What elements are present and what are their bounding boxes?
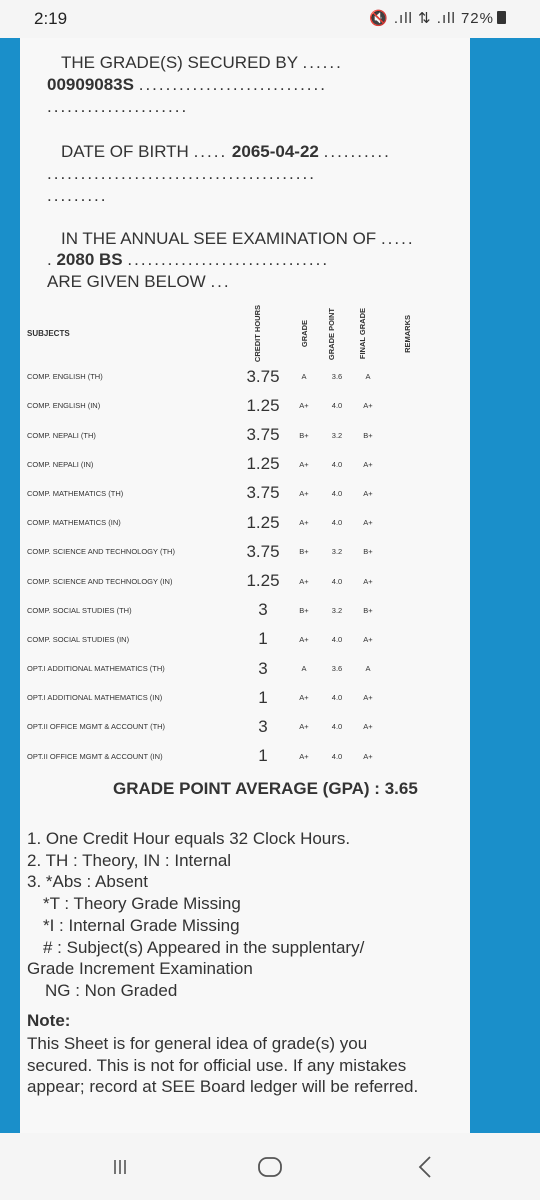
col-credit-hours-label: CREDIT HOURS [253,305,262,363]
navigation-bar [0,1133,540,1200]
grade-point-cell: 4.0 [331,693,343,703]
symbol-number: 00909083S [47,75,134,94]
grade-point-cell: 3.6 [331,372,343,382]
credit-hours-cell: 1.25 [246,571,280,590]
table-row [27,479,433,508]
grade-cell: B+ [299,605,309,615]
credit-hours-cell: 3.75 [246,425,280,445]
grade-cell: A [301,664,307,674]
dots-line: ..................... [47,97,189,116]
dots: ..... [380,229,415,248]
legend-notes [27,828,364,1002]
final-grade-cell: A+ [363,693,373,703]
remarks-cell [381,391,433,420]
home-button[interactable] [230,1133,310,1200]
credit-hours-cell: 3.75 [246,483,280,503]
credit-hours-cell: 3 [258,600,268,620]
exam-text: IN THE ANNUAL SEE EXAMINATION OF [61,229,377,248]
final-grade-cell: B+ [363,547,373,557]
remarks-cell [381,625,433,654]
subject-cell: COMP. MATHEMATICS (TH) [27,488,124,498]
note-line: *I : Internal Grade Missing [43,915,240,935]
dots: ..... [193,142,228,161]
gpa-summary: GRADE POINT AVERAGE (GPA) : 3.65 [113,779,418,798]
back-icon [417,1155,433,1179]
final-grade-cell: A+ [363,488,373,498]
note-text: This Sheet is for general idea of grade(s) you secured. This is not for official use. If any mistakes appear; record at SEE Board ledger will be referred. [27,1034,419,1097]
credit-hours-cell: 1.25 [246,512,280,532]
table-row [27,420,433,449]
col-final-grade-label: FINAL GRADE [358,307,367,360]
remarks-cell [381,479,433,508]
grade-point-cell: 4.0 [331,634,343,644]
credit-hours-cell: 3.75 [246,366,280,386]
table-row [27,712,433,741]
remarks-cell [381,742,433,771]
subject-cell: OPT.I ADDITIONAL MATHEMATICS (IN) [27,693,163,703]
grade-cell: A+ [299,722,309,732]
table-row [27,391,433,420]
subject-cell: COMP. SCIENCE AND TECHNOLOGY (IN) [27,576,173,586]
grade-cell: A+ [299,401,309,411]
grade-point-cell: 4.0 [331,488,343,498]
final-grade-cell: A+ [363,459,373,469]
col-grade-point-label: GRADE POINT [327,307,336,360]
credit-hours-cell: 1 [258,687,268,707]
table-row [27,362,433,391]
final-grade-cell: A+ [363,518,373,528]
header-line1 [61,53,343,73]
note-heading: Note: [27,1011,71,1030]
subject-cell: COMP. ENGLISH (IN) [27,401,101,411]
subject-cell: COMP. SCIENCE AND TECHNOLOGY (TH) [27,547,175,557]
grade-point-cell: 4.0 [331,459,343,469]
table-row [27,537,433,566]
given-below-text: ARE GIVEN BELOW [47,272,206,291]
dob-value: 2065-04-22 [231,142,319,161]
note-line: 3. *Abs : Absent [27,872,148,892]
back-button[interactable] [385,1133,465,1200]
subject-cell: OPT.I ADDITIONAL MATHEMATICS (TH) [27,664,165,674]
subject-cell: OPT.II OFFICE MGMT & ACCOUNT (TH) [27,722,166,732]
symbol-line [47,75,327,95]
grade-cell: A+ [299,488,309,498]
table-row [27,654,433,683]
final-grade-cell: B+ [363,430,373,440]
credit-hours-cell: 1 [258,746,268,766]
grade-point-cell: 4.0 [331,751,343,761]
grade-table [27,305,433,771]
note-line: # : Subject(s) Appeared in the supplentary/ [43,937,365,957]
subject-cell: COMP. NEPALI (IN) [27,459,94,469]
dob-label: DATE OF BIRTH [61,142,189,161]
remarks-cell [381,566,433,595]
final-grade-cell: A [365,664,371,674]
col-final-grade [355,305,381,362]
signal-icons: 🔇 .ıll ⇅ .ıll [369,10,456,27]
status-time: 2:19 [34,9,68,28]
status-icons [369,9,506,27]
subject-cell: COMP. NEPALI (TH) [27,430,96,440]
final-grade-cell: A+ [363,401,373,411]
grade-point-cell: 4.0 [331,401,343,411]
grade-point-cell: 4.0 [331,518,343,528]
grade-cell: A+ [299,518,309,528]
table-row [27,450,433,479]
grade-cell: A+ [299,634,309,644]
note-line: *T : Theory Grade Missing [43,894,241,914]
grade-cell: A+ [299,576,309,586]
grade-cell: A [301,372,307,382]
note-line: Grade Increment Examination [27,959,253,979]
dots: ...... [302,53,343,72]
dots: ... [210,272,231,291]
table-row [27,566,433,595]
remarks-cell [381,596,433,625]
subject-cell: COMP. SOCIAL STUDIES (IN) [27,634,130,644]
dots-line: ........................................ [47,164,316,183]
dots: . [47,250,52,269]
grade-point-cell: 4.0 [331,576,343,586]
note-line: NG : Non Graded [45,980,178,1000]
exam-year: 2080 BS [56,250,123,269]
header-text: THE GRADE(S) SECURED BY [61,53,298,72]
table-row [27,625,433,654]
remarks-cell [381,508,433,537]
exam-line [61,229,415,249]
remarks-cell [381,712,433,741]
remarks-cell [381,362,433,391]
battery-icon [497,11,506,24]
recent-apps-button[interactable] [80,1133,160,1200]
dots: .......... [323,142,391,161]
grade-cell: A+ [299,459,309,469]
grade-point-cell: 3.6 [331,664,343,674]
col-grade-point [319,305,355,362]
credit-hours-cell: 3 [258,716,268,736]
dots: .............................. [127,250,330,269]
battery-text: 72% [460,10,494,27]
dob-line [61,142,391,162]
given-below-line [47,272,231,292]
final-grade-cell: A+ [363,576,373,586]
table-row [27,683,433,712]
table-header-row [27,305,433,362]
remarks-cell [381,683,433,712]
final-grade-cell: A+ [363,634,373,644]
final-grade-cell: A+ [363,751,373,761]
grade-cell: B+ [299,547,309,557]
col-credit-hours [237,305,289,362]
grade-cell: A+ [299,693,309,703]
credit-hours-cell: 3.75 [246,541,280,561]
col-subjects: SUBJECTS [27,329,70,339]
dots-line: ......... [47,186,108,205]
grade-cell: B+ [299,430,309,440]
credit-hours-cell: 1 [258,629,268,649]
final-grade-cell: B+ [363,605,373,615]
col-grade [289,305,319,362]
dots: ............................ [138,75,327,94]
table-row [27,596,433,625]
subject-cell: COMP. MATHEMATICS (IN) [27,518,121,528]
remarks-cell [381,450,433,479]
note-line: 2. TH : Theory, IN : Internal [27,850,232,870]
final-grade-cell: A+ [363,722,373,732]
note-line: 1. One Credit Hour equals 32 Clock Hours. [27,829,351,848]
credit-hours-cell: 1.25 [246,395,280,415]
table-row [27,508,433,537]
grade-point-cell: 3.2 [331,430,343,440]
subject-cell: COMP. SOCIAL STUDIES (TH) [27,605,132,615]
subject-cell: COMP. ENGLISH (TH) [27,372,103,382]
col-grade-label: GRADE [299,320,309,348]
col-remarks [381,305,433,362]
final-grade-cell: A [365,372,371,382]
subject-cell: OPT.II OFFICE MGMT & ACCOUNT (IN) [27,751,163,761]
grade-point-cell: 4.0 [331,722,343,732]
grade-cell: A+ [299,751,309,761]
remarks-cell [381,420,433,449]
remarks-cell [381,654,433,683]
table-row [27,742,433,771]
col-remarks-label: REMARKS [402,314,412,353]
credit-hours-cell: 3 [258,658,268,678]
grade-point-cell: 3.2 [331,605,343,615]
recent-apps-icon [111,1158,129,1176]
year-line [47,250,329,270]
home-icon [257,1156,283,1178]
remarks-cell [381,537,433,566]
credit-hours-cell: 1.25 [246,454,280,474]
status-bar [0,0,540,38]
grade-point-cell: 3.2 [331,547,343,557]
